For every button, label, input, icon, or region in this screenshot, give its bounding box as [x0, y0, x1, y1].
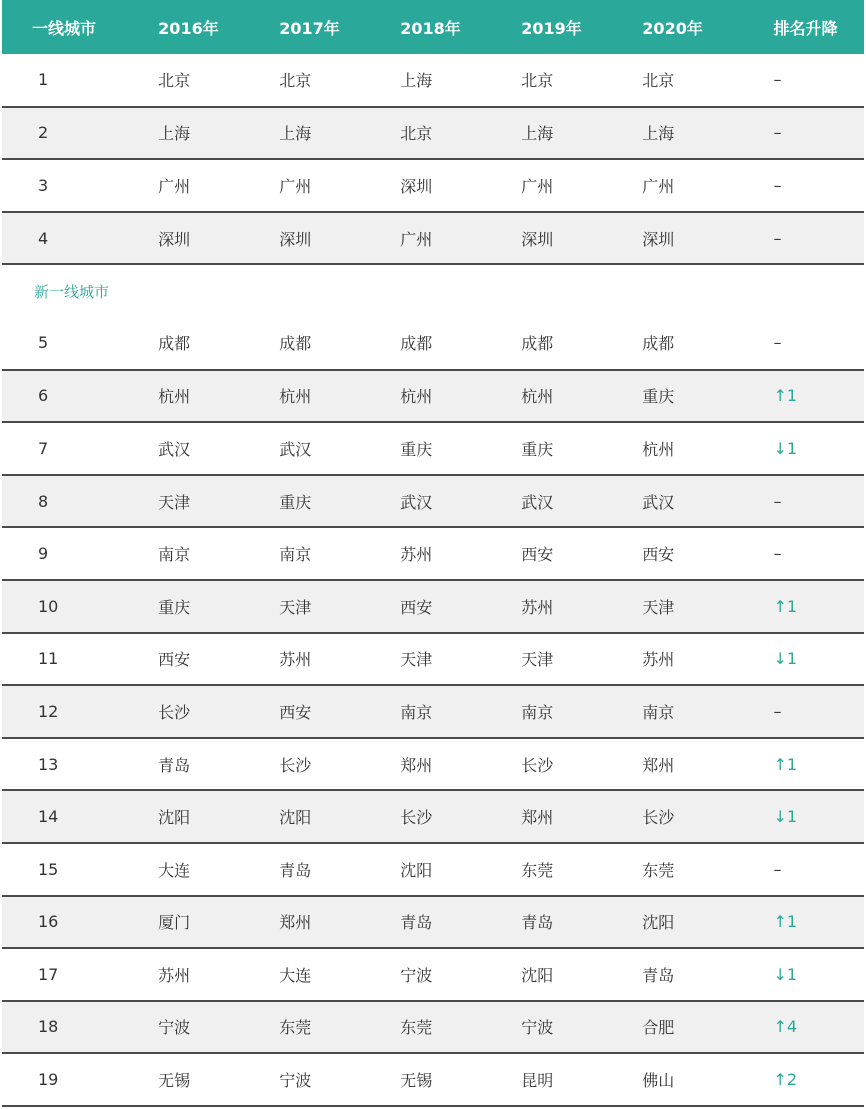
city-2018-cell: 天津 [366, 633, 487, 686]
rank-cell: 15 [2, 843, 124, 896]
city-2016-cell: 成都 [124, 317, 245, 370]
city-2019-cell: 成都 [487, 317, 608, 370]
city-2020-cell: 广州 [608, 159, 739, 212]
city-2017-cell: 成都 [245, 317, 366, 370]
city-2020-cell: 郑州 [608, 738, 739, 791]
rank-cell: 8 [2, 475, 124, 528]
city-2017-cell: 上海 [245, 107, 366, 160]
rank-change-cell: ↓1 [740, 790, 864, 843]
city-2016-cell: 沈阳 [124, 790, 245, 843]
rank-cell: 2 [2, 107, 124, 160]
header-2016: 2016年 [158, 18, 219, 38]
rank-change-cell: – [740, 843, 864, 896]
city-2018-cell: 长沙 [366, 790, 487, 843]
city-2018-cell: 苏州 [366, 527, 487, 580]
city-2017-cell: 杭州 [245, 370, 366, 423]
rank-change-cell: ↓1 [740, 422, 864, 475]
city-2018-cell: 广州 [366, 212, 487, 265]
city-2017-cell: 南京 [245, 527, 366, 580]
rank-cell: 11 [2, 633, 124, 686]
city-2017-cell: 宁波 [245, 1053, 366, 1106]
table-body [2, 54, 864, 1106]
section-label: 新一线城市 [2, 264, 864, 317]
city-2016-cell: 广州 [124, 159, 245, 212]
city-2019-cell: 西安 [487, 527, 608, 580]
city-2016-cell: 武汉 [124, 422, 245, 475]
city-2018-cell: 郑州 [366, 738, 487, 791]
city-2019-cell: 天津 [487, 633, 608, 686]
city-2019-cell: 广州 [487, 159, 608, 212]
city-2017-cell: 武汉 [245, 422, 366, 475]
city-2019-cell: 长沙 [487, 738, 608, 791]
rank-cell: 13 [2, 738, 124, 791]
table-row [2, 633, 864, 686]
city-2019-cell: 苏州 [487, 580, 608, 633]
city-2020-cell: 东莞 [608, 843, 739, 896]
table-row [2, 475, 864, 528]
city-2016-cell: 天津 [124, 475, 245, 528]
rank-cell: 5 [2, 317, 124, 370]
city-2019-cell: 宁波 [487, 1001, 608, 1054]
table-row [2, 1053, 864, 1106]
city-2017-cell: 重庆 [245, 475, 366, 528]
table-row [2, 843, 864, 896]
rank-change-cell: – [740, 54, 864, 107]
city-2016-cell: 重庆 [124, 580, 245, 633]
city-2020-cell: 沈阳 [608, 896, 739, 949]
header-2020: 2020年 [642, 18, 703, 38]
rank-change-cell: – [740, 685, 864, 738]
city-2016-cell: 深圳 [124, 212, 245, 265]
city-2020-cell: 重庆 [608, 370, 739, 423]
table-row [2, 212, 864, 265]
city-2020-cell: 天津 [608, 580, 739, 633]
city-2019-cell: 南京 [487, 685, 608, 738]
rank-change-cell: – [740, 159, 864, 212]
rank-cell: 19 [2, 1053, 124, 1106]
city-2020-cell: 武汉 [608, 475, 739, 528]
city-2016-cell: 宁波 [124, 1001, 245, 1054]
city-2017-cell: 大连 [245, 948, 366, 1001]
rank-change-cell: ↑1 [740, 896, 864, 949]
city-2016-cell: 西安 [124, 633, 245, 686]
rank-change-cell: – [740, 527, 864, 580]
rank-cell: 3 [2, 159, 124, 212]
city-2018-cell: 上海 [366, 54, 487, 107]
city-2018-cell: 宁波 [366, 948, 487, 1001]
table-row [2, 107, 864, 160]
rank-cell: 17 [2, 948, 124, 1001]
table-row [2, 1001, 864, 1054]
rank-change-cell: ↓1 [740, 948, 864, 1001]
city-2017-cell: 长沙 [245, 738, 366, 791]
header-2018: 2018年 [400, 18, 461, 38]
city-2016-cell: 北京 [124, 54, 245, 107]
table-row [2, 580, 864, 633]
city-2016-cell: 无锡 [124, 1053, 245, 1106]
rank-change-cell: ↑1 [740, 580, 864, 633]
city-2020-cell: 成都 [608, 317, 739, 370]
city-2016-cell: 大连 [124, 843, 245, 896]
city-2020-cell: 上海 [608, 107, 739, 160]
city-2020-cell: 深圳 [608, 212, 739, 265]
city-2018-cell: 北京 [366, 107, 487, 160]
city-2019-cell: 上海 [487, 107, 608, 160]
city-2018-cell: 重庆 [366, 422, 487, 475]
city-2018-cell: 无锡 [366, 1053, 487, 1106]
city-2017-cell: 苏州 [245, 633, 366, 686]
city-2016-cell: 南京 [124, 527, 245, 580]
city-2020-cell: 杭州 [608, 422, 739, 475]
city-2020-cell: 青岛 [608, 948, 739, 1001]
table-row [2, 159, 864, 212]
rank-cell: 10 [2, 580, 124, 633]
city-2017-cell: 北京 [245, 54, 366, 107]
city-ranking-table [2, 0, 864, 1107]
city-2016-cell: 青岛 [124, 738, 245, 791]
rank-change-cell: – [740, 317, 864, 370]
city-2019-cell: 北京 [487, 54, 608, 107]
city-2019-cell: 武汉 [487, 475, 608, 528]
rank-change-cell: ↑4 [740, 1001, 864, 1054]
table-row [2, 738, 864, 791]
rank-change-cell: ↓1 [740, 633, 864, 686]
header-2017: 2017年 [279, 18, 340, 38]
city-2018-cell: 沈阳 [366, 843, 487, 896]
rank-cell: 18 [2, 1001, 124, 1054]
table-row [2, 948, 864, 1001]
city-2018-cell: 青岛 [366, 896, 487, 949]
section-row-new-tier1 [2, 264, 864, 317]
rank-cell: 16 [2, 896, 124, 949]
table-row [2, 527, 864, 580]
city-2016-cell: 苏州 [124, 948, 245, 1001]
city-2016-cell: 上海 [124, 107, 245, 160]
city-2020-cell: 南京 [608, 685, 739, 738]
city-2019-cell: 郑州 [487, 790, 608, 843]
city-2020-cell: 佛山 [608, 1053, 739, 1106]
city-2019-cell: 杭州 [487, 370, 608, 423]
city-2017-cell: 广州 [245, 159, 366, 212]
city-2019-cell: 深圳 [487, 212, 608, 265]
rank-cell: 4 [2, 212, 124, 265]
city-2019-cell: 青岛 [487, 896, 608, 949]
city-2019-cell: 重庆 [487, 422, 608, 475]
table-row [2, 422, 864, 475]
header-2019: 2019年 [521, 18, 582, 38]
city-2017-cell: 青岛 [245, 843, 366, 896]
rank-cell: 7 [2, 422, 124, 475]
rank-change-cell: – [740, 212, 864, 265]
table-row [2, 790, 864, 843]
city-2019-cell: 东莞 [487, 843, 608, 896]
city-2016-cell: 杭州 [124, 370, 245, 423]
table-row [2, 896, 864, 949]
rank-cell: 1 [2, 54, 124, 107]
city-2017-cell: 郑州 [245, 896, 366, 949]
rank-cell: 9 [2, 527, 124, 580]
city-2020-cell: 长沙 [608, 790, 739, 843]
city-2019-cell: 昆明 [487, 1053, 608, 1106]
city-2018-cell: 南京 [366, 685, 487, 738]
city-2017-cell: 天津 [245, 580, 366, 633]
rank-cell: 6 [2, 370, 124, 423]
rank-change-cell: ↑2 [740, 1053, 864, 1106]
city-2016-cell: 厦门 [124, 896, 245, 949]
rank-change-cell: ↑1 [740, 738, 864, 791]
rank-change-cell: ↑1 [740, 370, 864, 423]
table-row [2, 370, 864, 423]
table-header-row [2, 0, 864, 54]
table-row [2, 685, 864, 738]
city-2017-cell: 东莞 [245, 1001, 366, 1054]
city-2020-cell: 西安 [608, 527, 739, 580]
city-2018-cell: 深圳 [366, 159, 487, 212]
city-2017-cell: 西安 [245, 685, 366, 738]
city-2018-cell: 西安 [366, 580, 487, 633]
city-2016-cell: 长沙 [124, 685, 245, 738]
city-2018-cell: 杭州 [366, 370, 487, 423]
rank-change-cell: – [740, 107, 864, 160]
city-2017-cell: 深圳 [245, 212, 366, 265]
city-2020-cell: 合肥 [608, 1001, 739, 1054]
city-2018-cell: 武汉 [366, 475, 487, 528]
rank-cell: 12 [2, 685, 124, 738]
header-rank-change: 排名升降 [773, 18, 838, 38]
city-2018-cell: 东莞 [366, 1001, 487, 1054]
city-2018-cell: 成都 [366, 317, 487, 370]
city-2020-cell: 北京 [608, 54, 739, 107]
table-row [2, 54, 864, 107]
city-2020-cell: 苏州 [608, 633, 739, 686]
city-2017-cell: 沈阳 [245, 790, 366, 843]
city-2019-cell: 沈阳 [487, 948, 608, 1001]
rank-cell: 14 [2, 790, 124, 843]
header-tier1-city: 一线城市 [32, 18, 97, 38]
table-row [2, 317, 864, 370]
rank-change-cell: – [740, 475, 864, 528]
